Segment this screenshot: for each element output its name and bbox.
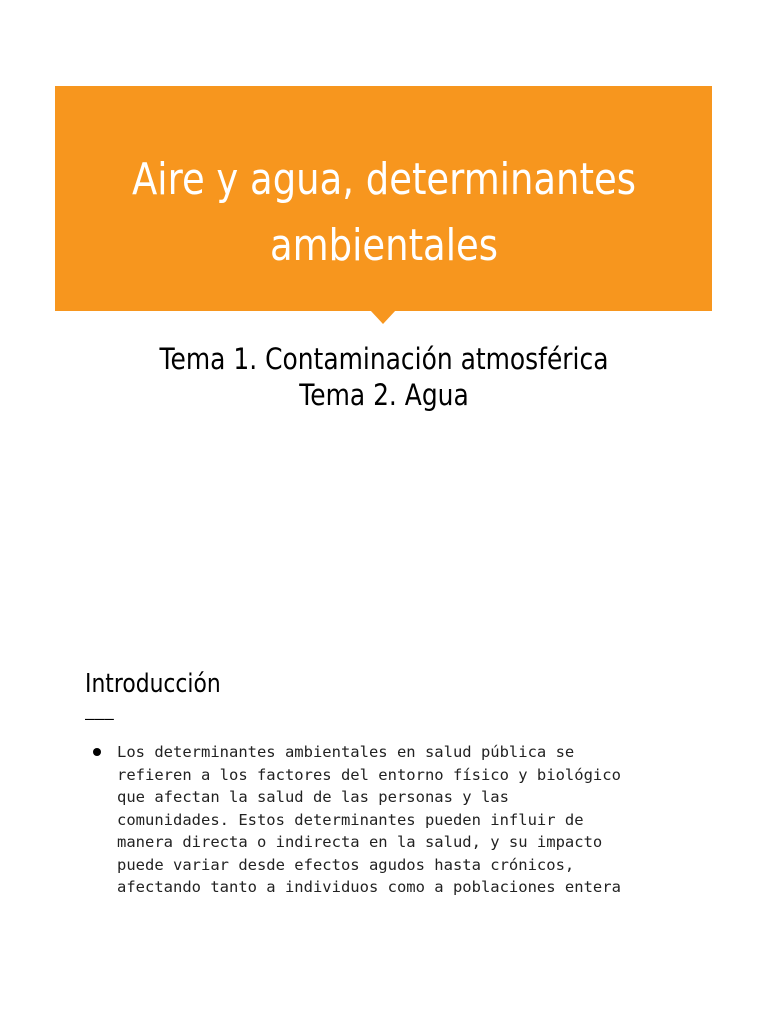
section-divider: ——— <box>85 709 114 728</box>
title-line-1: Aire y agua, determinantes <box>132 154 636 205</box>
title-line-2: ambientales <box>270 220 498 271</box>
title-banner-pointer <box>370 310 396 324</box>
section-heading: Introducción <box>85 669 221 699</box>
bullet-line: que afectan la salud de las personas y las <box>117 788 509 806</box>
bullet-line: comunidades. Estos determinantes pueden influir de <box>117 811 584 829</box>
bullet-dot <box>93 748 101 756</box>
subtitle-line-1: Tema 1. Contaminación atmosférica <box>159 342 609 376</box>
bullet-line: manera directa o indirecta en la salud, y su impacto <box>117 833 603 851</box>
subtitle-line-2: Tema 2. Agua <box>299 378 469 412</box>
bullet-line: afectando tanto a individuos como a poblaciones entera <box>117 878 621 896</box>
bullet-line: Los determinantes ambientales en salud pública se <box>117 743 575 761</box>
bullet-line: refieren a los factores del entorno físico y biológico <box>117 766 621 784</box>
bullet-line: puede variar desde efectos agudos hasta crónicos, <box>117 856 575 874</box>
